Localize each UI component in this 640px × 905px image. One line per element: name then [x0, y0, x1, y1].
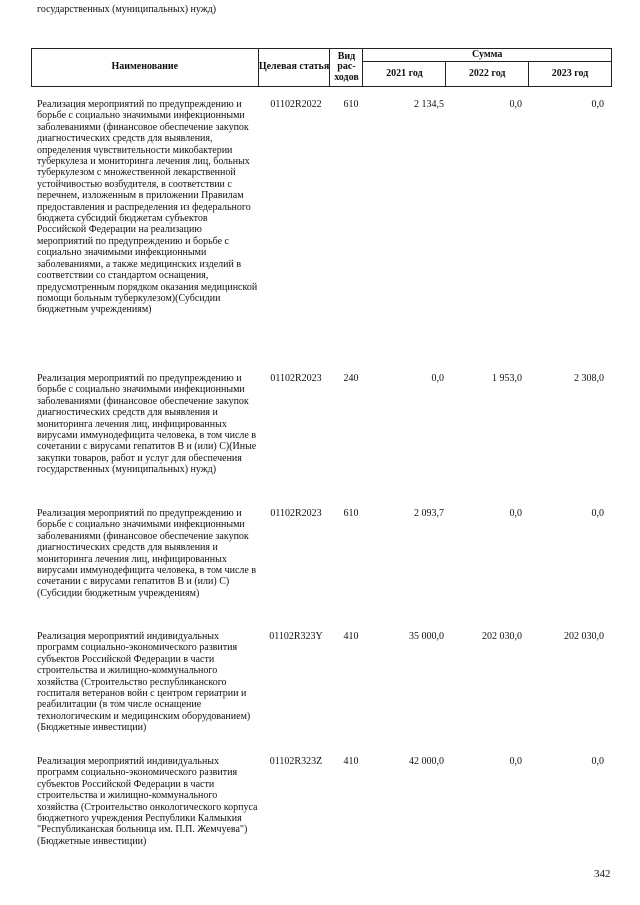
- row-type: 410: [343, 631, 359, 642]
- row-sum-2021: 2 093,7: [414, 508, 444, 519]
- row-sum-2023: 202 030,0: [564, 631, 604, 642]
- row-name: Реализация мероприятий индивидуальных программ социально-экономического развития субъектов Российской Федерации в части строительства и жилищно-коммунального хозяйства (Строительство онкологического корпуса бюджетного учреждения Республики Калмыкия "Республиканская больница им. П.П. Жемчуева")(Бюджетные инвестиции): [37, 756, 258, 847]
- row-code: 01102R2022: [270, 99, 322, 110]
- row-sum-2021: 2 134,5: [414, 99, 444, 110]
- header-name: Наименование: [32, 49, 259, 87]
- row-sum-2021: 42 000,0: [409, 756, 444, 767]
- row-sum-2023: 2 308,0: [574, 373, 604, 384]
- header-type: Вид рас-ходов: [330, 49, 363, 87]
- row-code: 01102R2023: [270, 508, 322, 519]
- row-sum-2021: 0,0: [431, 373, 444, 384]
- row-sum-2023: 0,0: [591, 508, 604, 519]
- row-code: 01102R2023: [270, 373, 322, 384]
- row-sum-2022: 0,0: [509, 756, 522, 767]
- row-type: 610: [343, 508, 359, 519]
- row-code: 01102R323Y: [269, 631, 323, 642]
- row-name: Реализация мероприятий по предупреждению и борьбе с социально значимыми инфекционными заболеваниями (финансовое обеспечение закупок диагностических средств для выявления, определения чувствительности микобактерии туберкулеза и мониторинга лечения лиц, больных туберкулезом с множественной лекарственной устойчивостью возбудителя, в соответствии с перечнем, изложенным в приложении Правилам предоставления и распределения из федерального бюджета субсидий бюджетам субъектов Российской Федерации на реализацию мероприятий по предупреждению и борьбе с социально значимыми инфекционными заболеваниями, а также медицинских изделий в соответствии со стандартом оснащения, предусмотренным порядком оказания медицинской помощи больным туберкулезом)(Субсидии бюджетным учреждениям): [37, 99, 258, 316]
- header-sum: Сумма: [363, 49, 612, 62]
- row-type: 410: [343, 756, 359, 767]
- row-sum-2022: 1 953,0: [492, 373, 522, 384]
- row-name: Реализация мероприятий по предупреждению и борьбе с социально значимыми инфекционными заболеваниями (финансовое обеспечение закупок диагностических средств для выявления и мониторинга лечения лиц, инфицированных вирусами иммунодефицита человека, в том числе в сочетании с вирусами гепатитов В и (или) С)(Иные закупки товаров, работ и услуг для обеспечения государственных (муниципальных) нужд): [37, 373, 257, 476]
- header-2021: 2021 год: [363, 62, 446, 87]
- row-sum-2022: 0,0: [509, 99, 522, 110]
- row-sum-2021: 35 000,0: [409, 631, 444, 642]
- row-sum-2022: 202 030,0: [482, 631, 522, 642]
- page-number: 342: [594, 868, 611, 880]
- row-type: 240: [343, 373, 359, 384]
- row-sum-2022: 0,0: [509, 508, 522, 519]
- row-name: Реализация мероприятий по предупреждению и борьбе с социально значимыми инфекционными заболеваниями (финансовое обеспечение закупок диагностических средств для выявления и мониторинга лечения лиц, инфицированных вирусами иммунодефицита человека, в том числе в сочетании с вирусами гепатитов В и (или) С)(Субсидии бюджетным учреждениям): [37, 508, 257, 599]
- header-2023: 2023 год: [529, 62, 612, 87]
- row-sum-2023: 0,0: [591, 99, 604, 110]
- header-2022: 2022 год: [446, 62, 529, 87]
- row-type: 610: [343, 99, 359, 110]
- row-sum-2023: 0,0: [591, 756, 604, 767]
- table-header: [31, 48, 612, 87]
- continued-text-fragment: государственных (муниципальных) нужд): [37, 4, 217, 15]
- row-code: 01102R323Z: [269, 756, 323, 767]
- row-name: Реализация мероприятий индивидуальных программ социально-экономического развития субъектов Российской Федерации в части строительства и жилищно-коммунального хозяйства (Строительство республиканского госпиталя ветеранов войн с центром гериатрии и реабилитации (в том числе оснащение технологическим и медицинским оборудованием)(Бюджетные инвестиции): [37, 631, 251, 734]
- header-target: Целевая статья: [258, 49, 330, 87]
